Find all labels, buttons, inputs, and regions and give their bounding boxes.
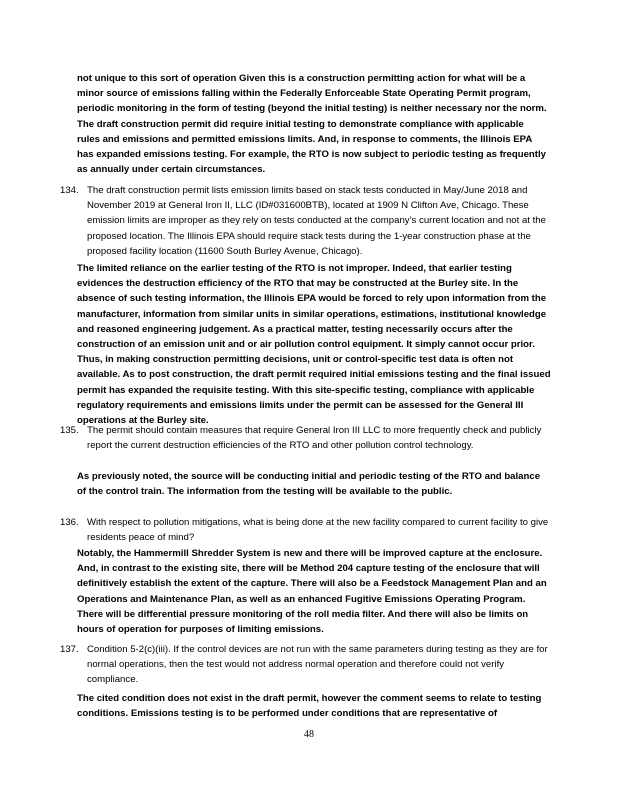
comment-number: 136. [60, 517, 79, 528]
comment-number: 137. [60, 644, 79, 655]
comment-136 [60, 515, 552, 545]
response-paragraph-2: The limited reliance on the earlier testing of the RTO is not improper. Indeed, that earlier testing evidences the destruction efficiency of the RTO that may be constructed at the Burley site. In the absence of such testing information, the Illinois EPA would be forced to rely upon information from the manufacturer, information from similar units in similar operations, estimations, institutional knowledge and reasoned engineering judgement. As a practical matter, testing necessarily occurs after the construction of an emission unit and or air pollution control equipment. It simply cannot occur prior. Thus, in making construction permitting decisions, unit or control-specific test data is often not available. As to post construction, the draft permit required initial emissions testing and the final issued permit has expanded the requisite testing. With this site-specific testing, compliance with applicable regulatory requirements and emissions limits under the permit can be assessed for the General III operations at the Burley site. [77, 263, 551, 427]
comment-text: With respect to pollution mitigations, what is being done at the new facility compared to current facility to give residents peace of mind? [87, 517, 549, 544]
response-paragraph-5: The cited condition does not exist in the draft permit, however the comment seems to relate to testing conditions. Emissions testing is to be performed under conditions that are representative of [77, 693, 542, 720]
response-paragraph-3: As previously noted, the source will be conducting initial and periodic testing of the RTO and balance of the control train. The information from the testing will be available to the public. [77, 471, 541, 498]
response-paragraph-4: Notably, the Hammermill Shredder System is new and there will be improved capture at the enclosure. And, in contrast to the existing site, there will be Method 204 capture testing of the enclosure that will definitively establish the extent of the capture. There will also be a Feedstock Management Plan and an Operations and Maintenance Plan, as well as an enhanced Fugitive Emissions Operating Program. There will be differential pressure monitoring of the roll media filter. And there will also be limits on hours of operation for purposes of limiting emissions. [77, 548, 547, 636]
comment-number: 134. [60, 185, 79, 196]
comment-text: Condition 5-2(c)(iii). If the control devices are not run with the same parameters during testing as they are for normal operations, then the test would not address normal operation and therefore could not verify compliance. [87, 644, 548, 686]
comment-text: The permit should contain measures that require General Iron III LLC to more frequently check and publicly report the current destruction efficiencies of the RTO and other pollution control technology. [87, 425, 542, 452]
comment-134 [60, 183, 552, 259]
comment-135 [60, 423, 552, 453]
page-number: 48 [304, 729, 314, 740]
comment-137 [60, 642, 552, 688]
comment-number: 135. [60, 425, 79, 436]
response-paragraph-1: not unique to this sort of operation Given this is a construction permitting action for what will be a minor source of emissions falling within the Federally Enforceable State Operating Permit program, periodic monitoring in the form of testing (beyond the initial testing) is neither necessary nor the norm. The draft construction permit did require initial testing to demonstrate compliance with applicable rules and emissions and permitted emissions limits. And, in response to comments, the Illinois EPA has expanded emissions testing. For example, the RTO is now subject to periodic testing as frequently as annually under certain circumstances. [77, 73, 547, 176]
comment-text: The draft construction permit lists emission limits based on stack tests conducted in May/June 2018 and November 2019 at General Iron II, LLC (ID#031600BTB), located at 1909 N Clifton Ave, Chicago. These emission limits are improper as they rely on tests conducted at the company’s current location and not at the proposed location. The Illinois EPA should require stack tests during the 1-year construction phase at the proposed facility location (11600 South Burley Avenue, Chicago). [87, 185, 546, 257]
